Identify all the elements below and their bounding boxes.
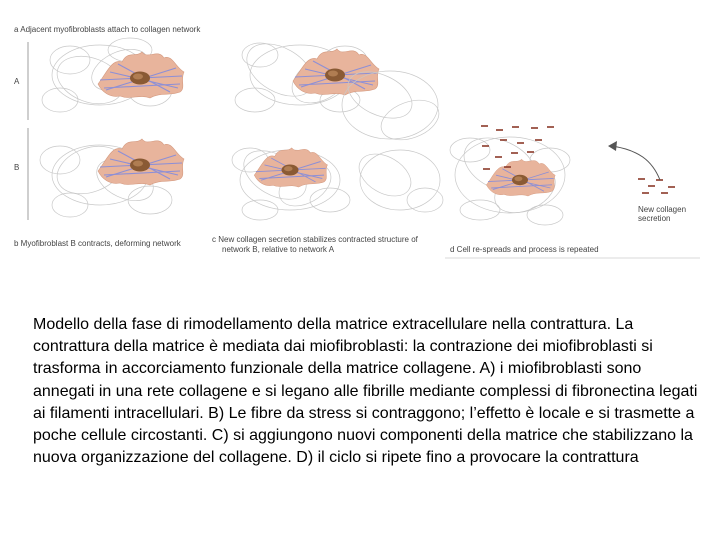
new-collagen-arrow [612,146,660,180]
panel-c-label-line1: c New collagen secretion stabilizes contracted structure of [212,235,418,244]
row-label-b: B [14,163,20,172]
figure-caption [33,314,698,469]
new-collagen-label-line1: New collagen [638,205,687,214]
new-collagen-label-line2: secretion [638,214,671,223]
panel-a-label: a Adjacent myofibroblasts attach to collagen network [14,25,201,34]
panel-c-label-line2: network B, relative to network A [222,245,335,254]
row-label-a: A [14,77,20,86]
panel-a-cell-left [98,52,184,98]
caption-text: Modello della fase di rimodellamento della matrice extracellulare nella contrattura. La contrattura della matrice è mediata dai miofibroblasti: la contrazione dei miofibroblasti si trasforma in accorciamento funzionale della matrice collagene. A) i miofibroblasti sono annegati in una rete collagene e si legano alle fibrille mediante complessi di fibronectina legati ai filamenti intracellulari. B) Le fibre da stress si contraggono; l’effetto è locale e si trasmette a poche cellule circostanti. C) si aggiungono nuovi componenti della matrice che stabilizzano la nuova organizzazione del collagene. D) il ciclo si ripete fino a provocare la contrattura [33,316,698,467]
panel-b-label: b Myofibroblast B contracts, deforming network [14,239,181,248]
panel-d-label: d Cell re-spreads and process is repeated [450,245,599,254]
panel-d-cell [486,159,555,196]
new-collagen-arrow-head-icon [608,141,617,151]
